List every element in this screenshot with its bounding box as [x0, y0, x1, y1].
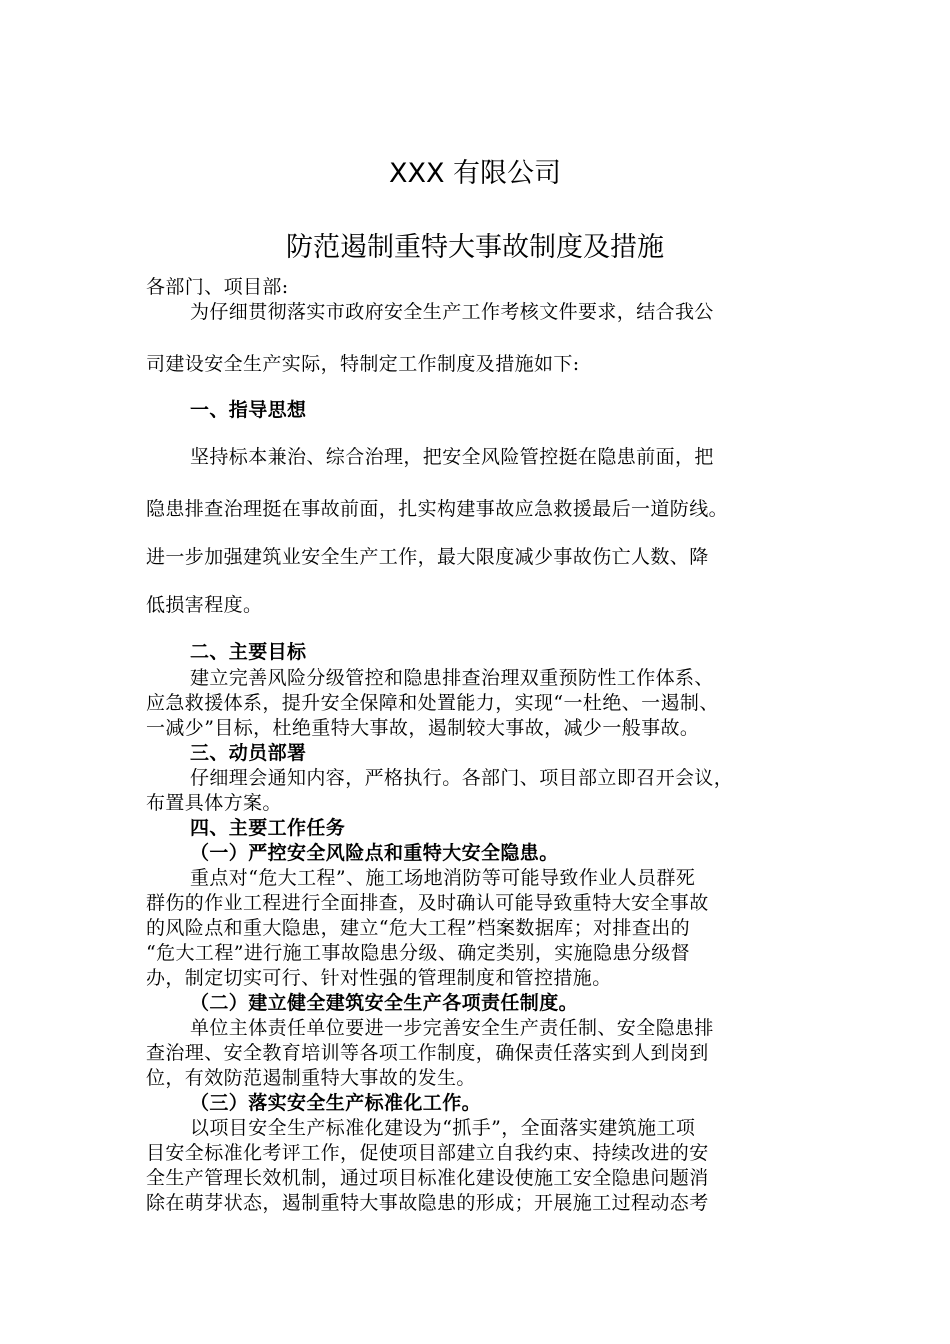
document-title: 防范遏制重特大事故制度及措施	[286, 232, 664, 263]
paragraph-line: 查治理、安全教育培训等各项工作制度，确保责任落实到人到岗到	[146, 1042, 709, 1064]
section-heading-main-goals: 二、主要目标	[190, 641, 307, 663]
paragraph-line: 全生产管理长效机制，通过项目标准化建设使施工安全隐患问题消	[146, 1167, 709, 1189]
paragraph-line: “危大工程”进行施工事故隐患分级、确定类别，实施隐患分级督	[146, 942, 691, 964]
salutation: 各部门、项目部:	[146, 276, 289, 298]
paragraph-line: 以项目安全生产标准化建设为“抓手”，全面落实建筑施工项	[190, 1117, 696, 1139]
company-title: XXX 有限公司	[388, 158, 562, 189]
paragraph-line: 隐患排查治理挺在事故前面，扎实构建事故应急救援最后一道防线。	[146, 498, 729, 520]
subsection-heading: （三）落实安全生产标准化工作。	[190, 1092, 482, 1114]
paragraph-line: 重点对“危大工程”、施工场地消防等可能导致作业人员群死	[190, 867, 696, 889]
intro-line: 司建设安全生产实际，特制定工作制度及措施如下:	[146, 353, 580, 375]
paragraph-line: 一减少”目标，杜绝重特大事故，遏制较大事故，减少一般事故。	[146, 717, 700, 739]
paragraph-line: 仔细理会通知内容，严格执行。各部门、项目部立即召开会议，	[190, 767, 734, 789]
paragraph-line: 进一步加强建筑业安全生产工作，最大限度减少事故伤亡人数、降	[146, 546, 709, 568]
paragraph-line: 办，制定切实可行、针对性强的管理制度和管控措施。	[146, 967, 612, 989]
paragraph-line: 布置具体方案。	[146, 792, 282, 814]
paragraph-line: 群伤的作业工程进行全面排查，及时确认可能导致重特大安全事故	[146, 892, 709, 914]
paragraph-line: 除在萌芽状态，遏制重特大事故隐患的形成；开展施工过程动态考	[146, 1192, 709, 1214]
subsection-heading: （二）建立健全建筑安全生产各项责任制度。	[190, 992, 579, 1014]
paragraph-line: 目安全标准化考评工作，促使项目部建立自我约束、持续改进的安	[146, 1142, 709, 1164]
section-heading-guiding-ideology: 一、指导思想	[190, 399, 307, 421]
subsection-heading: （一）严控安全风险点和重特大安全隐患。	[190, 842, 559, 864]
intro-line: 为仔细贯彻落实市政府安全生产工作考核文件要求，结合我公	[190, 301, 714, 323]
section-heading-mobilization: 三、动员部署	[190, 742, 307, 764]
paragraph-line: 应急救援体系，提升安全保障和处置能力，实现“一杜绝、一遏制、	[146, 692, 719, 714]
paragraph-line: 位，有效防范遏制重特大事故的发生。	[146, 1067, 476, 1089]
paragraph-line: 的风险点和重大隐患，建立“危大工程”档案数据库；对排查出的	[146, 917, 691, 939]
paragraph-line: 单位主体责任单位要进一步完善安全生产责任制、安全隐患排	[190, 1017, 714, 1039]
paragraph-line: 低损害程度。	[146, 594, 263, 616]
paragraph-line: 坚持标本兼治、综合治理，把安全风险管控挺在隐患前面，把	[190, 446, 714, 468]
paragraph-line: 建立完善风险分级管控和隐患排查治理双重预防性工作体系、	[190, 667, 714, 689]
section-heading-main-tasks: 四、主要工作任务	[190, 817, 346, 839]
